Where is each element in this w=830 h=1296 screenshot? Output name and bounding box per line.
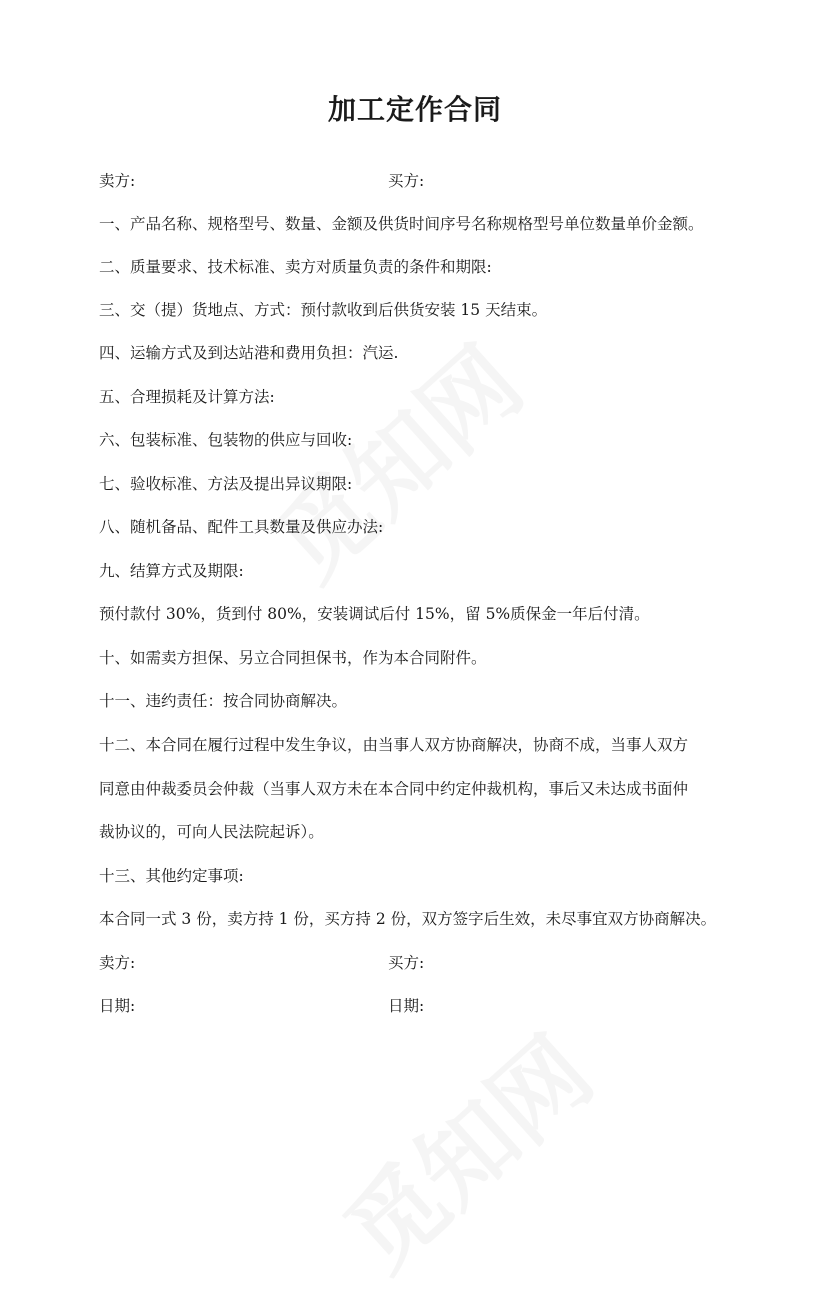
clause-7: 七、验收标准、方法及提出异议期限: bbox=[99, 475, 353, 493]
seller-label: 卖方: bbox=[99, 172, 136, 190]
copies-clause: 本合同一式 3 份，卖方持 1 份，买方持 2 份，双方签字后生效，未尽事宜双方协商解决。 bbox=[99, 910, 717, 928]
clause-12-line-1: 十二、本合同在履行过程中发生争议，由当事人双方协商解决，协商不成，当事人双方 bbox=[99, 736, 689, 754]
clause-1: 一、产品名称、规格型号、数量、金额及供货时间序号名称规格型号单位数量单价金额。 bbox=[99, 215, 704, 233]
buyer-label: 买方: bbox=[388, 172, 425, 190]
clause-12-line-3: 裁协议的，可向人民法院起诉）。 bbox=[99, 823, 324, 841]
clause-3: 三、交（提）货地点、方式：预付款收到后供货安装 15 天结束。 bbox=[99, 301, 548, 319]
clause-8: 八、随机备品、配件工具数量及供应办法: bbox=[99, 518, 384, 536]
clause-6: 六、包装标准、包装物的供应与回收: bbox=[99, 431, 353, 449]
footer-seller-label: 卖方: bbox=[99, 954, 136, 972]
clause-2: 二、质量要求、技术标准、卖方对质量负责的条件和期限: bbox=[99, 258, 492, 276]
footer-date-right: 日期: bbox=[388, 997, 425, 1015]
page-title: 加工定作合同 bbox=[327, 93, 502, 126]
clause-5: 五、合理损耗及计算方法: bbox=[99, 388, 275, 406]
clause-4: 四、运输方式及到达站港和费用负担：汽运. bbox=[99, 344, 399, 362]
clause-13: 十三、其他约定事项: bbox=[99, 867, 244, 885]
payment-terms: 预付款付 30%，货到付 80%，安装调试后付 15%，留 5%质保金一年后付清。 bbox=[99, 605, 650, 623]
footer-date-left: 日期: bbox=[99, 997, 136, 1015]
clause-9: 九、结算方式及期限: bbox=[99, 562, 244, 580]
clause-10: 十、如需卖方担保、另立合同担保书，作为本合同附件。 bbox=[99, 649, 487, 667]
watermark bbox=[311, 1001, 617, 1296]
footer-buyer-label: 买方: bbox=[388, 954, 425, 972]
clause-12-line-2: 同意由仲裁委员会仲裁（当事人双方未在本合同中约定仲裁机构，事后又未达成书面仲 bbox=[99, 780, 689, 798]
clause-11: 十一、违约责任：按合同协商解决。 bbox=[99, 692, 348, 710]
